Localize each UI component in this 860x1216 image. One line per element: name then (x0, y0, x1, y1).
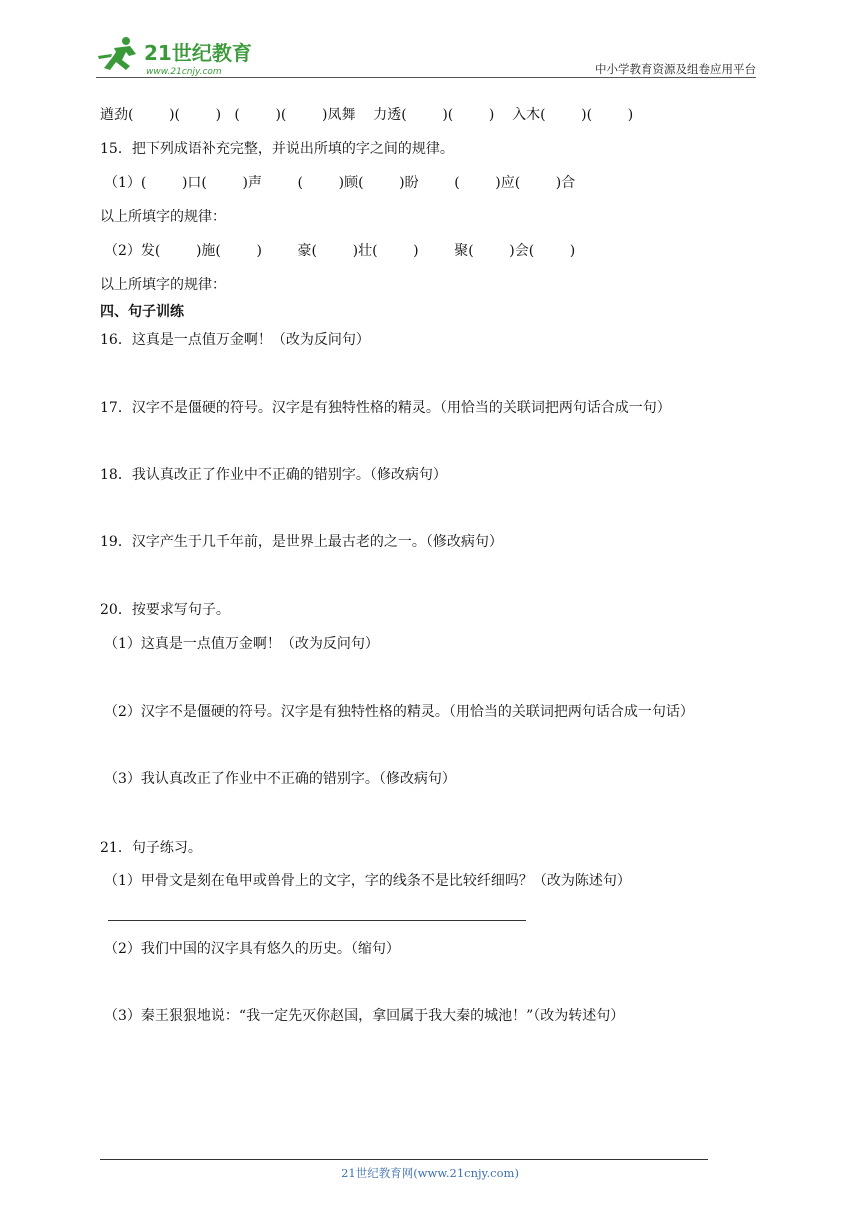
question-20: 20．按要求写句子。 (100, 602, 230, 618)
question-15: 15．把下列成语补充完整，并说出所填的字之间的规律。 (100, 141, 454, 157)
header-tagline: 中小学教育资源及组卷应用平台 (595, 62, 756, 76)
question-20-part-2: （2）汉字不是僵硬的符号。汉字是有独特性格的精灵。（用恰当的关联词把两句话合成一句话） (104, 704, 694, 720)
logo-url: www.21cnjy.com (146, 67, 222, 77)
footer-divider (100, 1159, 708, 1160)
footer-link[interactable]: 21世纪教育网(www.21cnjy.com) (341, 1166, 519, 1180)
question-21-part-1: （1）甲骨文是刻在龟甲或兽骨上的文字，字的线条不是比较纤细吗？（改为陈述句） (104, 873, 631, 889)
question-21-part-3: （3）秦王狠狠地说：“我一定先灭你赵国，拿回属于我大秦的城池！”（改为转述句） (104, 1008, 625, 1024)
section-heading-4: 四、句子训练 (100, 304, 184, 320)
question-21: 21．句子练习。 (100, 840, 202, 856)
question-21-part-2: （2）我们中国的汉字具有悠久的历史。（缩句） (104, 941, 400, 957)
question-15-part-1: （1）( )口( )声 ( )顾( )盼 ( )应( )合 (104, 175, 576, 191)
question-15-rule-2: 以上所填字的规律： (100, 277, 226, 293)
question-15-part-2: （2）发( )施( ) 豪( )壮( ) 聚( )会( ) (104, 243, 576, 259)
logo-text: 21世纪教育 (144, 41, 252, 65)
question-20-part-1: （1）这真是一点值万金啊！（改为反问句） (104, 636, 379, 652)
header-divider (96, 77, 756, 78)
site-logo (96, 34, 266, 78)
runner-icon (98, 37, 136, 70)
fill-blank-line: 遒劲( )( ) ( )( )凤舞 力透( )( ) 入木( )( ) (100, 107, 634, 123)
question-16: 16．这真是一点值万金啊！（改为反问句） (100, 332, 370, 348)
answer-line[interactable] (108, 920, 526, 921)
question-18: 18．我认真改正了作业中不正确的错别字。（修改病句） (100, 467, 447, 483)
question-15-rule-1: 以上所填字的规律： (100, 209, 226, 225)
question-19: 19．汉字产生于几千年前，是世界上最古老的之一。（修改病句） (100, 534, 503, 550)
question-20-part-3: （3）我认真改正了作业中不正确的错别字。（修改病句） (104, 771, 456, 787)
question-17: 17．汉字不是僵硬的符号。汉字是有独特性格的精灵。（用恰当的关联词把两句话合成一句） (100, 400, 671, 416)
